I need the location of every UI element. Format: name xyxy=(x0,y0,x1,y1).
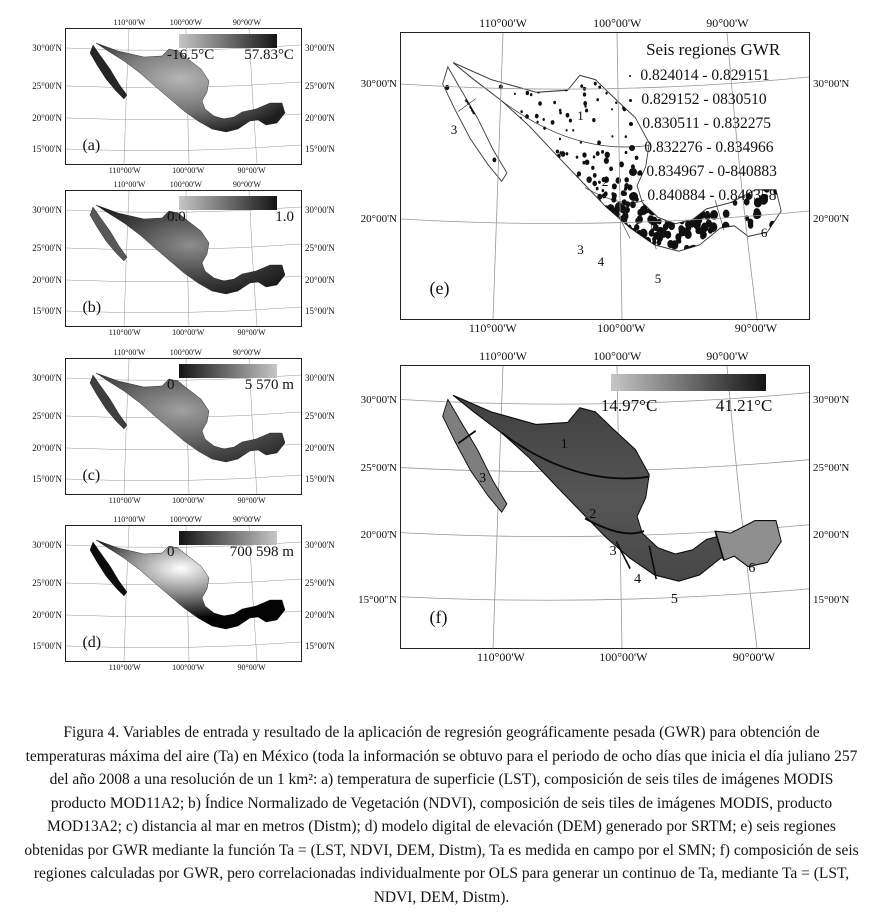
lon-label: 110°00'W xyxy=(113,515,146,524)
lon-label: 100°00'W xyxy=(169,348,202,357)
lon-label: 110°00'W xyxy=(479,16,527,30)
lat-label: 15°00'N xyxy=(305,641,335,652)
region-number: 1 xyxy=(560,436,568,452)
colorbar-max-label: 1.0 xyxy=(275,209,294,226)
legend-row xyxy=(623,160,803,184)
lat-label: 25°00'N xyxy=(305,80,335,91)
lon-label: 90°00'W xyxy=(232,348,262,357)
colorbar-ta xyxy=(611,374,766,391)
lat-label: 20°00'N xyxy=(813,529,850,542)
lat-label: 15°00'N xyxy=(305,144,335,155)
lon-label: 100°00'W xyxy=(169,515,202,524)
lon-label: 90°00'W xyxy=(232,18,262,27)
lat-label: 15°00'N xyxy=(813,594,850,607)
lat-label: 20°00'N xyxy=(32,113,62,124)
lat-label: 15°00'N xyxy=(32,641,62,652)
lat-label: 20°00'N xyxy=(32,610,62,621)
panel-letter: (b) xyxy=(82,298,102,316)
lat-label: 20°00'N xyxy=(305,443,335,454)
lon-label: 110°00'W xyxy=(477,650,525,664)
legend-range: 0.834967 - 0-840883 xyxy=(646,163,777,181)
colorbar-max-label: 57.83°C xyxy=(244,47,294,64)
lat-label: 25°00'N xyxy=(360,461,397,474)
lon-label: 110°00'W xyxy=(108,496,141,505)
panel-letter: (a) xyxy=(82,136,101,154)
region-number: 5 xyxy=(654,270,662,286)
colorbar-min-label: 14.97°C xyxy=(600,395,658,415)
lon-label: 110°00'W xyxy=(108,166,141,175)
lon-label: 90°00'W xyxy=(706,16,749,30)
lat-label: 15°00'N xyxy=(32,144,62,155)
region-number: 4 xyxy=(634,572,642,588)
lon-label: 90°00'W xyxy=(237,496,266,505)
lon-label: 100°00'W xyxy=(599,650,648,664)
lat-label: 20°00'N xyxy=(305,610,335,621)
colorbar-max-label: 5 570 m xyxy=(244,377,294,394)
lon-label: 90°00'W xyxy=(734,321,778,335)
lon-label: 100°00'W xyxy=(593,349,642,363)
lon-label: 90°00'W xyxy=(732,650,776,664)
lat-label: 25°00'N xyxy=(32,80,62,91)
legend-row xyxy=(623,88,803,112)
dot-symbol xyxy=(629,75,631,77)
region-number: 2 xyxy=(601,173,609,189)
legend-title: Seis regiones GWR xyxy=(646,40,781,60)
lon-label: 110°00'W xyxy=(113,180,146,189)
lon-label: 100°00'W xyxy=(172,663,205,672)
panel-letter: (d) xyxy=(82,633,102,651)
lon-label: 90°00'W xyxy=(706,349,749,363)
lon-label: 90°00'W xyxy=(237,328,266,337)
lat-label: 20°00'N xyxy=(813,212,850,225)
lat-label: 30°00'N xyxy=(305,42,335,53)
region-number: 3 xyxy=(450,122,458,138)
lat-label: 20°00'N xyxy=(360,212,397,225)
lat-label: 15°00'N xyxy=(305,474,335,485)
colorbar-lst xyxy=(179,34,278,48)
panel-letter: (e) xyxy=(429,277,450,298)
lon-label: 100°00'W xyxy=(172,328,205,337)
region-number: 3 xyxy=(479,470,487,486)
lat-label: 30°00'N xyxy=(305,204,335,215)
lon-label: 100°00'W xyxy=(597,321,646,335)
dot-symbol xyxy=(629,168,637,176)
region-number: 5 xyxy=(670,592,678,608)
lat-label: 25°00'N xyxy=(305,577,335,588)
panel-b-ndvi xyxy=(32,180,335,337)
lat-label: 20°00'N xyxy=(305,113,335,124)
gwr-legend xyxy=(623,40,803,208)
lat-label: 20°00'N xyxy=(32,275,62,286)
legend-row xyxy=(623,112,803,136)
region-number: 3 xyxy=(609,544,617,560)
lat-label: 30°00'N xyxy=(360,393,397,406)
lon-label: 90°00'W xyxy=(237,166,266,175)
legend-row xyxy=(623,184,803,208)
lon-label: 110°00'W xyxy=(468,321,517,335)
lat-label: 30°00'N xyxy=(305,372,335,383)
lat-label: 30°00'N xyxy=(32,204,62,215)
legend-range: 0.832276 - 0.834966 xyxy=(644,139,774,157)
lon-label: 110°00'W xyxy=(108,663,141,672)
legend-row xyxy=(623,136,803,160)
lon-label: 110°00'W xyxy=(113,18,146,27)
region-number: 4 xyxy=(597,253,605,269)
legend-range: 0.824014 - 0.829151 xyxy=(640,67,770,85)
lat-label: 20°00'N xyxy=(305,275,335,286)
lat-label: 30°00'N xyxy=(305,539,335,550)
legend-range: 0.830511 - 0.832275 xyxy=(642,115,771,133)
region-number: 2 xyxy=(589,507,597,523)
panel-d-distm xyxy=(32,515,335,672)
colorbar-min-label: -16.5°C xyxy=(167,47,215,64)
lon-label: 100°00'W xyxy=(169,180,202,189)
panel-a-lst xyxy=(32,18,335,175)
lat-label: 25°00'N xyxy=(305,242,335,253)
lat-label: 25°00'N xyxy=(32,577,62,588)
panel-letter: (f) xyxy=(429,607,448,628)
panel-e-gwr-regions xyxy=(360,16,850,335)
dot-symbol xyxy=(629,145,635,151)
lon-label: 90°00'W xyxy=(232,180,262,189)
dot-symbol xyxy=(629,192,638,201)
lon-label: 100°00'W xyxy=(169,18,202,27)
panel-c-dem xyxy=(32,348,335,505)
panel-f-ta-composite xyxy=(358,349,850,664)
lon-label: 100°00'W xyxy=(593,16,642,30)
lon-label: 90°00'W xyxy=(237,663,266,672)
lat-label: 15°00'N xyxy=(32,306,62,317)
region-number: 1 xyxy=(577,107,584,123)
lon-label: 110°00'W xyxy=(108,328,141,337)
lat-label: 15°00"N xyxy=(358,594,397,607)
lon-label: 100°00'W xyxy=(172,496,205,505)
lat-label: 30°00'N xyxy=(360,78,397,91)
region-number: 6 xyxy=(748,561,756,577)
colorbar-elevation xyxy=(179,364,278,378)
legend-range: 0.840884 - 0.849358 xyxy=(647,187,777,205)
lat-label: 25°00'N xyxy=(305,410,335,421)
colorbar-min-label: 0 xyxy=(167,377,175,394)
panel-letter: (c) xyxy=(82,466,101,484)
region-number: 6 xyxy=(760,225,768,241)
lat-label: 30°00'N xyxy=(32,539,62,550)
dot-symbol xyxy=(629,99,632,102)
lon-label: 110°00'W xyxy=(479,349,527,363)
lat-label: 15°00'N xyxy=(32,474,62,485)
legend-row xyxy=(623,64,803,88)
colorbar-distance xyxy=(179,531,278,545)
lat-label: 30°00'N xyxy=(813,78,850,91)
lon-label: 110°00'W xyxy=(113,348,146,357)
lon-label: 100°00'W xyxy=(172,166,205,175)
lat-label: 20°00'N xyxy=(360,529,397,542)
colorbar-max-label: 700 598 m xyxy=(229,544,294,561)
lat-label: 25°00'N xyxy=(32,242,62,253)
colorbar-ndvi xyxy=(179,196,278,210)
lat-label: 30°00'N xyxy=(813,393,850,406)
dot-symbol xyxy=(629,122,633,126)
lat-label: 20°00'N xyxy=(32,443,62,454)
lat-label: 30°00'N xyxy=(32,372,62,383)
colorbar-max-label: 41.21°C xyxy=(715,395,773,415)
colorbar-min-label: 0.0 xyxy=(167,209,186,226)
lat-label: 25°00'N xyxy=(813,461,850,474)
lon-label: 90°00'W xyxy=(232,515,262,524)
lat-label: 15°00'N xyxy=(305,306,335,317)
legend-range: 0.829152 - 0830510 xyxy=(641,91,767,109)
figure-caption: Figura 4. Variables de entrada y resultado de la aplicación de regresión geográficamente pesada (GWR) para obtención de temperaturas máxima del aire (Ta) en México (toda la información se obtuvo para el periodo de ocho días que inicia el día juliano 257 del año 2008 a una resolución de un 1 km²: a) temperatura de superficie (LST), composición de seis tiles de imágenes MODIS producto MOD11A2; b) Índice Normalizado de Vegetación (NDVI), composición de seis tiles de imágenes MODIS, producto MOD13A2; c) distancia al mar en metros (Distm); d) modelo digital de elevación (DEM) generado por SRTM; e) seis regiones obtenidas por GWR mediante la función Ta = (LST, NDVI, DEM, Distm), Ta es medida en campo por el SMN; f) composición de seis regiones calculadas por GWR, pero correlacionadas individualmente por OLS para generar un continuo de Ta, mediante Ta = (LST, NDVI, DEM, Distm). xyxy=(24,724,859,906)
lat-label: 30°00'N xyxy=(32,42,62,53)
region-number: 3 xyxy=(577,242,584,258)
colorbar-min-label: 0 xyxy=(167,544,175,561)
lat-label: 25°00'N xyxy=(32,410,62,421)
